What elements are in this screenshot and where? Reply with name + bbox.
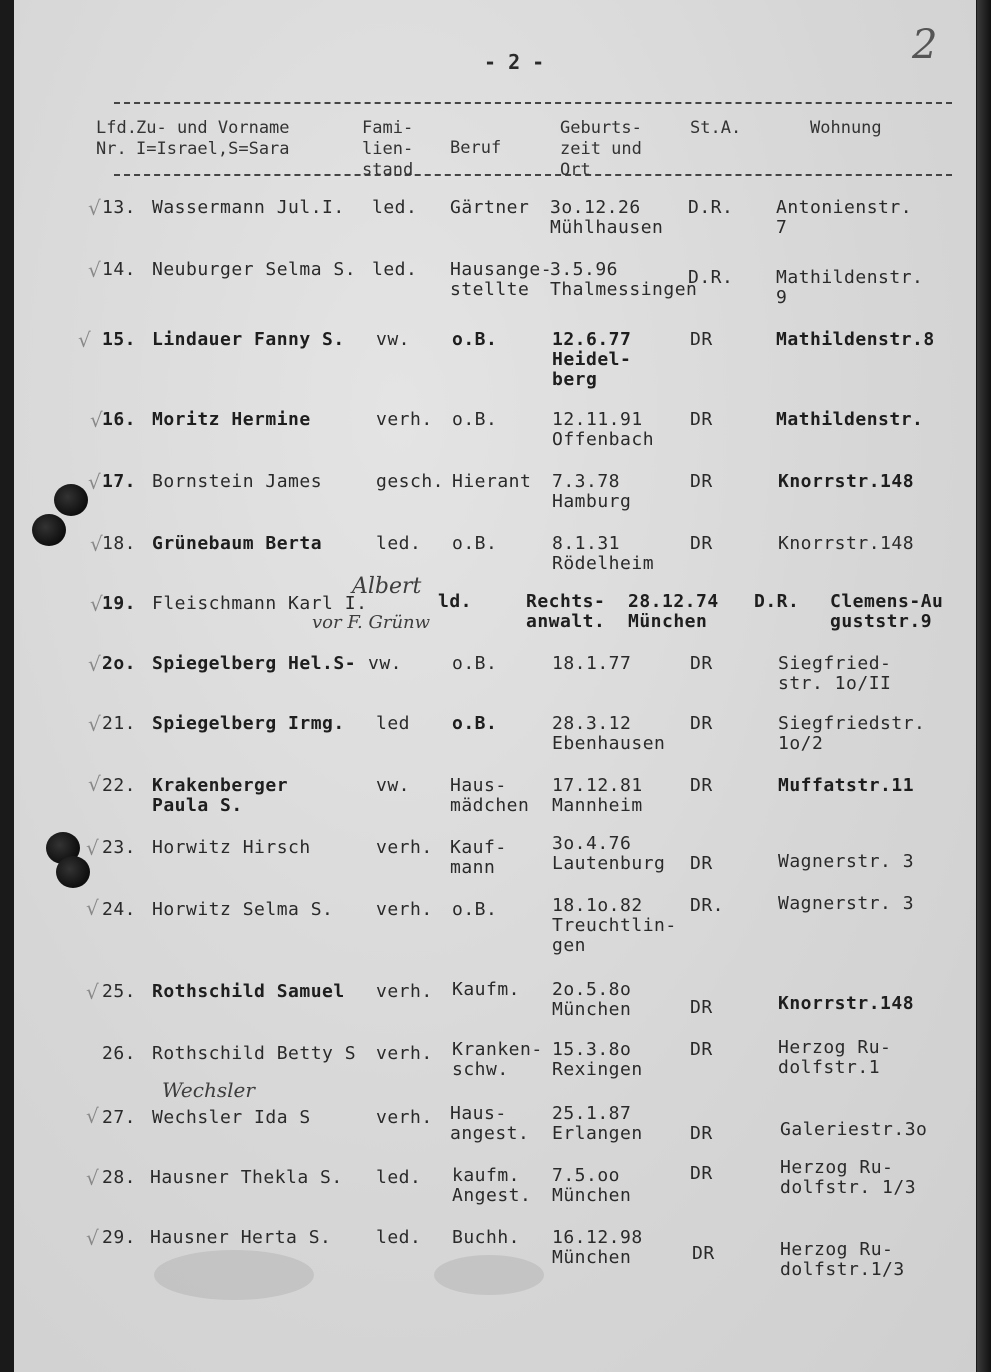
smudge <box>154 1250 314 1300</box>
row-sta: DR <box>690 853 713 874</box>
row-wohnung: Wagnerstr. 3 <box>778 893 915 914</box>
check-mark: √ <box>88 652 101 676</box>
row-name: Grünebaum Berta <box>152 533 323 554</box>
row-nr: 29. <box>102 1227 137 1248</box>
row-beruf: Hausange- stellte <box>450 259 553 300</box>
row-stand: verh. <box>376 899 433 920</box>
punch-hole <box>54 484 88 516</box>
smudge <box>434 1255 544 1295</box>
check-mark: √ <box>88 712 101 736</box>
row-nr: 23. <box>102 837 137 858</box>
check-mark: √ <box>90 408 103 432</box>
row-name: Fleischmann Karl I. <box>152 593 368 614</box>
punch-hole <box>56 856 90 888</box>
row-beruf: o.B. <box>452 409 498 430</box>
row-beruf: Kauf- mann <box>450 837 507 878</box>
row-name: Spiegelberg Irmg. <box>152 713 345 734</box>
row-geburt: 3o.12.26 Mühlhausen <box>550 197 664 238</box>
row-stand: led. <box>372 259 418 280</box>
row-sta: DR <box>690 1163 713 1184</box>
row-nr: 28. <box>102 1167 137 1188</box>
row-name: Moritz Hermine <box>152 409 311 430</box>
row-geburt: 15.3.8o Rexingen <box>552 1039 643 1080</box>
row-wohnung: Mathildenstr. <box>776 409 924 430</box>
row-beruf: Hierant <box>452 471 532 492</box>
row-nr: 18. <box>102 533 137 554</box>
row-wohnung: Herzog Ru- dolfstr.1/3 <box>780 1239 905 1280</box>
row-stand: verh. <box>376 981 433 1002</box>
row-name: Bornstein James <box>152 471 323 492</box>
row-nr: 17. <box>102 471 137 492</box>
row-beruf: o.B. <box>452 329 498 350</box>
row-beruf: kaufm. Angest. <box>452 1165 532 1206</box>
handwritten-name: Wechsler <box>162 1078 255 1102</box>
row-geburt: 7.5.oo München <box>552 1165 632 1206</box>
row-wohnung: Mathildenstr.8 <box>776 329 935 350</box>
row-geburt: 17.12.81 Mannheim <box>552 775 643 816</box>
check-mark: √ <box>86 896 99 920</box>
row-geburt: 3o.4.76 Lautenburg <box>552 833 666 874</box>
row-wohnung: Clemens-Au guststr.9 <box>830 591 944 632</box>
row-stand: led. <box>376 1227 422 1248</box>
check-mark: √ <box>86 980 99 1004</box>
row-wohnung: Wagnerstr. 3 <box>778 851 915 872</box>
row-sta: D.R. <box>754 591 800 612</box>
row-geburt: 18.1.77 <box>552 653 632 674</box>
row-nr: 25. <box>102 981 137 1002</box>
check-mark: √ <box>86 1104 99 1128</box>
check-mark: √ <box>88 196 101 220</box>
row-stand: gesch. <box>376 471 445 492</box>
header-name: Zu- und Vorname I=Israel,S=Sara <box>136 118 290 159</box>
row-nr: 27. <box>102 1107 137 1128</box>
row-wohnung: Siegfried- str. 1o/II <box>778 653 892 694</box>
row-wohnung: Galeriestr.3o <box>780 1119 928 1140</box>
row-geburt: 18.1o.82 Treuchtlin- gen <box>552 895 677 956</box>
row-nr: 13. <box>102 197 137 218</box>
row-name: Wassermann Jul.I. <box>152 197 345 218</box>
row-wohnung: Mathildenstr. 9 <box>776 267 924 308</box>
row-sta: DR <box>690 1039 713 1060</box>
row-sta: DR <box>690 997 713 1018</box>
check-mark: √ <box>86 1166 99 1190</box>
row-nr: 26. <box>102 1043 137 1064</box>
header-bottom-rule <box>114 174 952 176</box>
row-nr: 21. <box>102 713 137 734</box>
row-geburt: 28.12.74 München <box>628 591 719 632</box>
row-beruf: Kranken- schw. <box>452 1039 543 1080</box>
row-wohnung: Herzog Ru- dolfstr. 1/3 <box>780 1157 917 1198</box>
row-sta: DR <box>690 653 713 674</box>
row-wohnung: Knorrstr.148 <box>778 533 915 554</box>
row-name: Krakenberger Paula S. <box>152 775 289 816</box>
check-mark: √ <box>88 772 101 796</box>
row-beruf: Kaufm. <box>452 979 521 1000</box>
page-number: - 2 - <box>484 50 545 74</box>
row-geburt: 2o.5.8o München <box>552 979 632 1020</box>
row-beruf: o.B. <box>452 899 498 920</box>
row-stand: led. <box>376 1167 422 1188</box>
row-sta: DR <box>690 471 713 492</box>
handwritten-note: vor F. Grünw <box>312 612 431 633</box>
row-nr: 2o. <box>102 653 137 674</box>
row-sta: DR <box>690 1123 713 1144</box>
check-mark: √ <box>88 470 101 494</box>
check-mark: √ <box>78 328 91 352</box>
row-stand: vw. <box>368 653 403 674</box>
row-nr: 19. <box>102 593 137 614</box>
row-stand: ld. <box>438 591 473 612</box>
row-stand: vw. <box>376 329 411 350</box>
row-nr: 14. <box>102 259 137 280</box>
row-sta: DR. <box>690 895 725 916</box>
row-geburt: 7.3.78 Hamburg <box>552 471 632 512</box>
header-top-rule <box>114 102 952 104</box>
row-name: Rothschild Betty S <box>152 1043 357 1064</box>
row-nr: 24. <box>102 899 137 920</box>
row-stand: verh. <box>376 1107 433 1128</box>
header-wohnung: Wohnung <box>810 118 882 138</box>
header-lfd-nr: Lfd. Nr. <box>96 118 137 159</box>
row-stand: verh. <box>376 837 433 858</box>
row-name: Horwitz Selma S. <box>152 899 334 920</box>
row-sta: DR <box>690 713 713 734</box>
row-geburt: 28.3.12 Ebenhausen <box>552 713 666 754</box>
row-sta: DR <box>690 409 713 430</box>
row-sta: DR <box>690 533 713 554</box>
row-wohnung: Herzog Ru- dolfstr.1 <box>778 1037 892 1078</box>
row-beruf: Buchh. <box>452 1227 521 1248</box>
row-name: Spiegelberg Hel.S- <box>152 653 357 674</box>
row-stand: verh. <box>376 1043 433 1064</box>
row-beruf: Gärtner <box>450 197 530 218</box>
row-nr: 22. <box>102 775 137 796</box>
handwritten-correction: Albert <box>352 574 422 599</box>
row-name: Wechsler Ida S <box>152 1107 311 1128</box>
row-beruf: o.B. <box>452 533 498 554</box>
row-beruf: Haus- mädchen <box>450 775 530 816</box>
row-geburt: 12.6.77 Heidel- berg <box>552 329 632 390</box>
row-stand: vw. <box>376 775 411 796</box>
header-staatsangehoerigkeit: St.A. <box>690 118 742 138</box>
row-wohnung: Knorrstr.148 <box>778 993 915 1014</box>
row-name: Hausner Herta S. <box>150 1227 332 1248</box>
row-sta: D.R. <box>688 197 734 218</box>
row-beruf: Haus- angest. <box>450 1103 530 1144</box>
row-wohnung: Knorrstr.148 <box>778 471 915 492</box>
row-wohnung: Antonienstr. 7 <box>776 197 913 238</box>
scan-edge <box>977 0 991 1372</box>
row-sta: DR <box>692 1243 715 1264</box>
row-stand: led. <box>372 197 418 218</box>
corner-mark: 2 <box>912 22 938 68</box>
row-sta: DR <box>690 775 713 796</box>
header-beruf: Beruf <box>450 138 502 158</box>
row-sta: DR <box>690 329 713 350</box>
document-page <box>14 0 976 1372</box>
row-name: Neuburger Selma S. <box>152 259 357 280</box>
row-stand: led. <box>376 533 422 554</box>
row-nr: 16. <box>102 409 137 430</box>
row-geburt: 3.5.96 Thalmessingen <box>550 259 698 300</box>
check-mark: √ <box>90 592 103 616</box>
row-stand: verh. <box>376 409 433 430</box>
row-beruf: Rechts- anwalt. <box>526 591 606 632</box>
row-wohnung: Muffatstr.11 <box>778 775 915 796</box>
check-mark: √ <box>86 836 99 860</box>
header-familienstand: Fami- lien- stand <box>362 118 414 180</box>
row-name: Hausner Thekla S. <box>150 1167 343 1188</box>
row-geburt: 12.11.91 Offenbach <box>552 409 655 450</box>
row-name: Rothschild Samuel <box>152 981 345 1002</box>
row-geburt: 16.12.98 München <box>552 1227 643 1268</box>
punch-hole <box>32 514 66 546</box>
row-geburt: 25.1.87 Erlangen <box>552 1103 643 1144</box>
row-wohnung: Siegfriedstr. 1o/2 <box>778 713 926 754</box>
row-name: Lindauer Fanny S. <box>152 329 345 350</box>
row-geburt: 8.1.31 Rödelheim <box>552 533 655 574</box>
row-stand: led <box>376 713 411 734</box>
row-nr: 15. <box>102 329 137 350</box>
header-geburt: Geburts- zeit und Ort <box>560 118 642 180</box>
check-mark: √ <box>86 1226 99 1250</box>
check-mark: √ <box>88 258 101 282</box>
row-beruf: o.B. <box>452 713 498 734</box>
row-beruf: o.B. <box>452 653 498 674</box>
check-mark: √ <box>90 532 103 556</box>
row-name: Horwitz Hirsch <box>152 837 311 858</box>
row-sta: D.R. <box>688 267 734 288</box>
